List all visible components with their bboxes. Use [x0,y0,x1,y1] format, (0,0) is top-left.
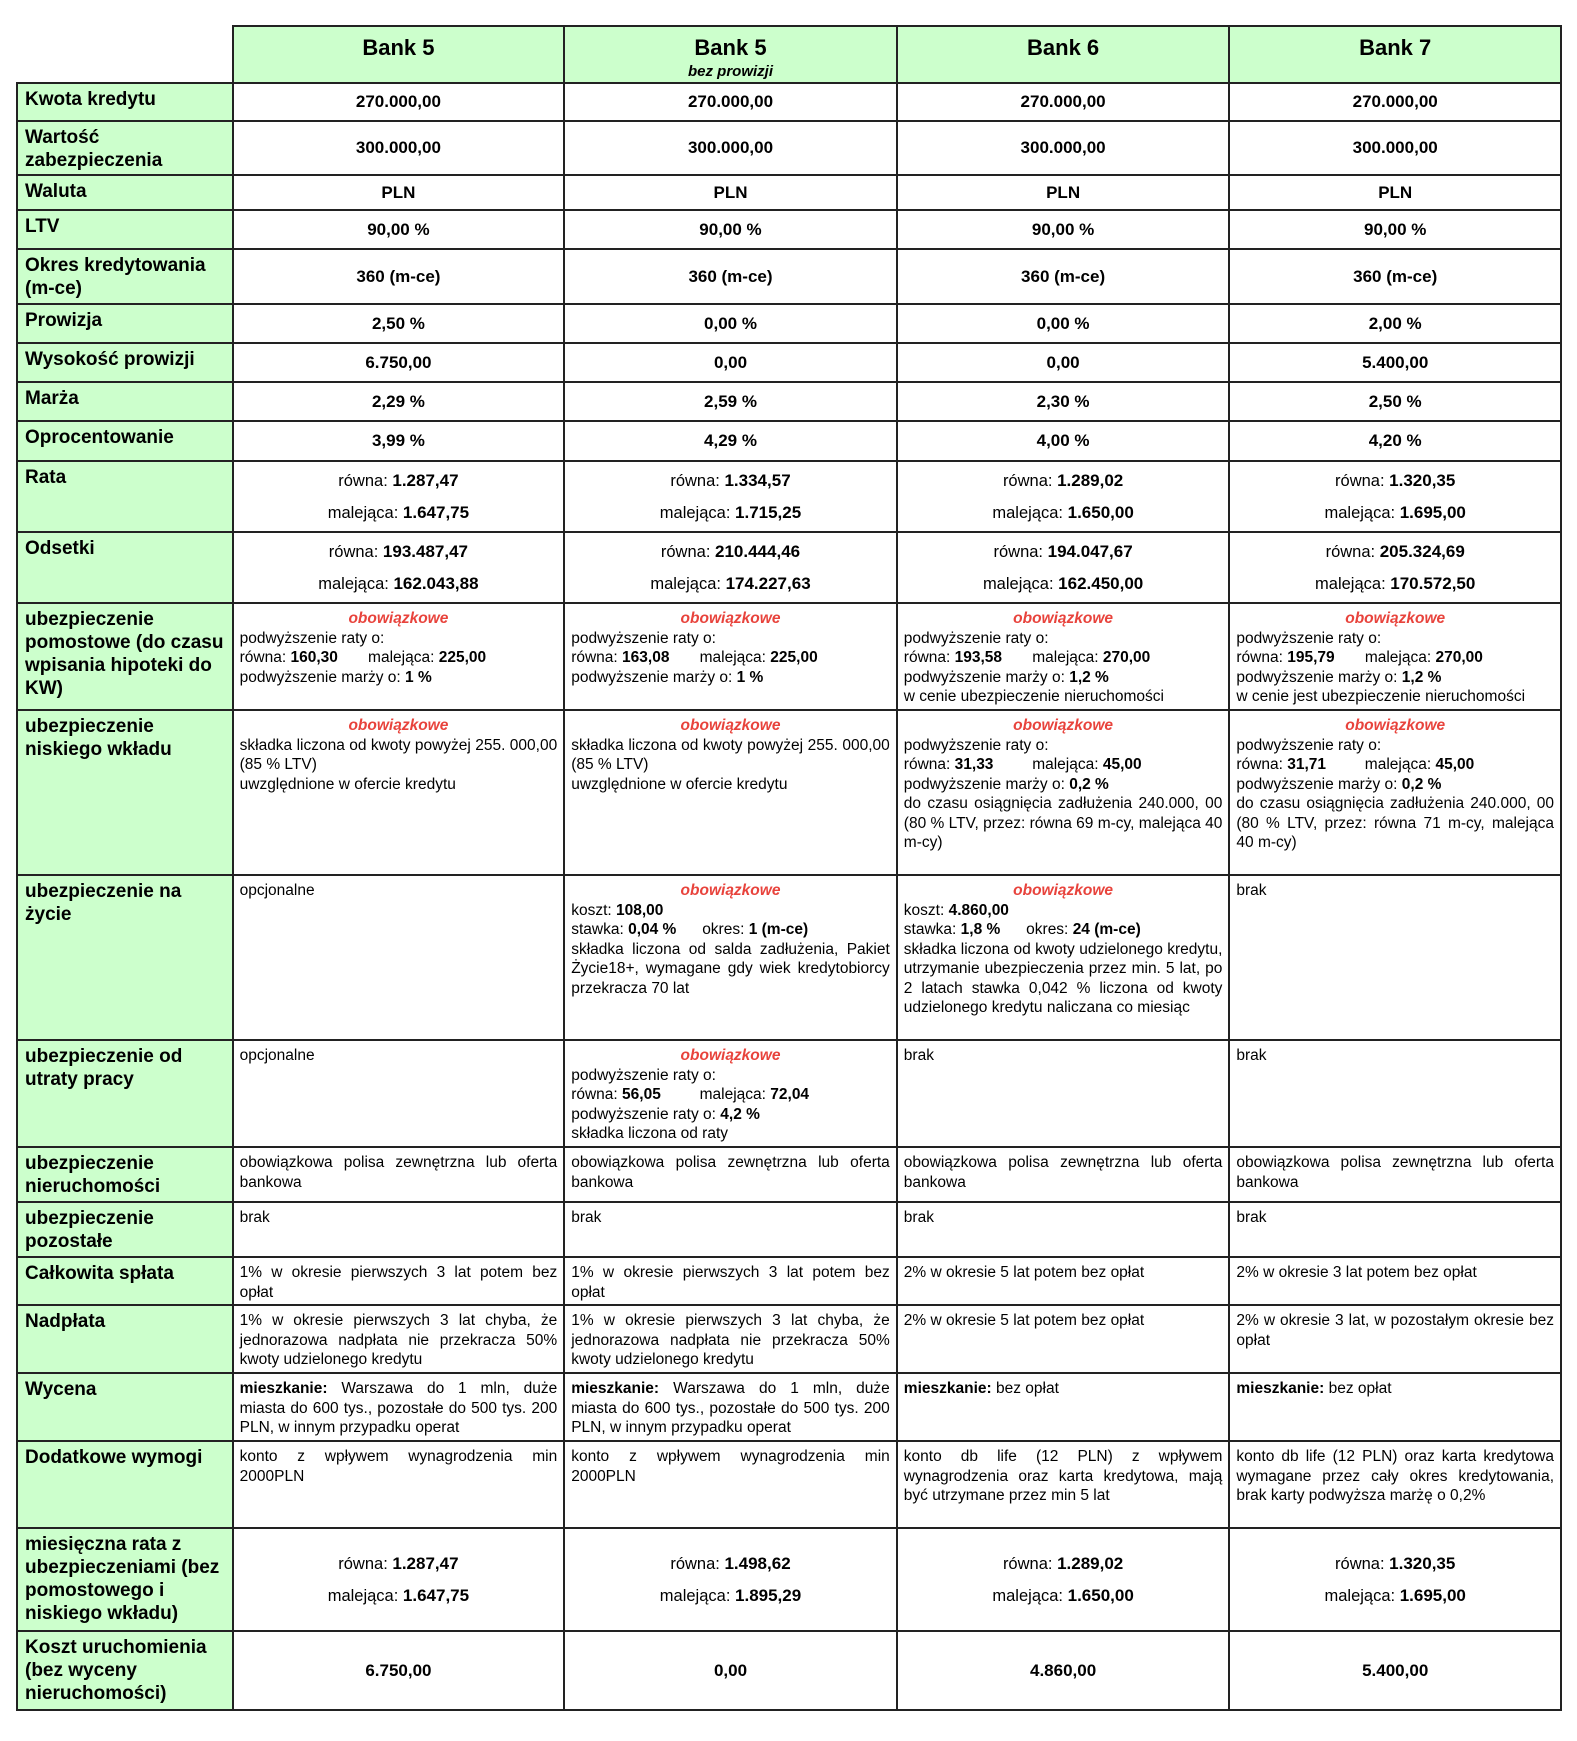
value-cell: 90,00 % [233,210,565,249]
row-wysokosc-prowizji [17,343,1561,382]
text-cell: brak [233,1202,565,1257]
mandatory-badge: obowiązkowe [1345,610,1446,627]
pomostowe-cell: obowiązkowe podwyższenie raty o: równa: 195,79 malejąca: 270,00 podwyższenie marży o: 1,2 % w cenie jest ubezpieczenie nieruchomości [1229,603,1561,710]
row-koszt-uruchomienia [17,1631,1561,1710]
miesieczna-cell: równa: 1.287,47 malejąca: 1.647,75 [233,1528,565,1631]
mandatory-badge: obowiązkowe [1013,610,1114,627]
niski-cell: obowiązkowe składka liczona od kwoty powyżej 255. 000,00 (85 % LTV) uwzględnione w ofercie kredytu [233,710,565,875]
rata-cell: równa: 1.320,35 malejąca: 1.695,00 [1229,461,1561,532]
value-cell: 2,30 % [897,382,1230,421]
rata-rowna: 1.287,47 [392,470,459,490]
row-utrata-pracy [17,1040,1561,1147]
row-label: Waluta [17,175,233,210]
bank-subtitle: bez prowizji [687,63,773,80]
row-label: ubezpieczenie od utraty pracy [17,1040,233,1147]
value-cell: 5.400,00 [1229,1631,1561,1710]
row-waluta [17,175,1561,210]
niski-cell: obowiązkowe podwyższenie raty o: równa: 31,33 malejąca: 45,00 podwyższenie marży o: 0,2 % do czasu osiągnięcia zadłużenia 240.000, 00 (80 % LTV, przez: równa 69 m-cy, malejąca 40 m-cy) [897,710,1230,875]
value-cell: 4.860,00 [897,1631,1230,1710]
text-cell: 1% w okresie pierwszych 3 lat potem bez opłat [564,1257,897,1305]
row-niski-wklad [17,710,1561,875]
mandatory-badge: obowiązkowe [348,717,449,734]
odsetki-malejaca: 174.227,63 [725,573,811,593]
value-cell: 360 (m-ce) [1229,249,1561,304]
row-label: Wycena [17,1373,233,1441]
value-cell: 0,00 [897,343,1230,382]
value-cell: 0,00 [564,343,897,382]
pomostowe-cell: obowiązkowe podwyższenie raty o: równa: 193,58 malejąca: 270,00 podwyższenie marży o: 1,2 % w cenie ubezpieczenie nieruchomości [897,603,1230,710]
value-cell: 2,29 % [233,382,565,421]
odsetki-malejaca: 162.043,88 [393,573,479,593]
zycie-cell: obowiązkowe koszt: 108,00 stawka: 0,04 % okres: 1 (m-ce) składka liczona od salda zadłużenia, Pakiet Życie18+, wymagane gdy wiek kredytobiorcy przekracza 70 lat [564,875,897,1040]
bank-name: Bank 5 [362,35,435,60]
rata-cell: równa: 1.287,47 malejąca: 1.647,75 [233,461,565,532]
odsetki-rowna: 210.444,46 [715,541,801,561]
text-cell: obowiązkowa polisa zewnętrzna lub oferta bankowa [564,1147,897,1202]
text-cell: 2% w okresie 3 lat, w pozostałym okresie bez opłat [1229,1305,1561,1373]
text-cell: 1% w okresie pierwszych 3 lat potem bez opłat [233,1257,565,1305]
bank-name: Bank 7 [1359,35,1432,60]
value-cell: 0,00 [564,1631,897,1710]
mandatory-badge: obowiązkowe [680,610,781,627]
row-dodatkowe-wymogi [17,1441,1561,1528]
value-cell: 5.400,00 [1229,343,1561,382]
row-label: Nadpłata [17,1305,233,1373]
row-odsetki [17,532,1561,603]
row-rata [17,461,1561,532]
text-cell: brak [564,1202,897,1257]
bank-name: Bank 6 [1027,35,1100,60]
value-cell: 4,29 % [564,421,897,461]
mandatory-badge: obowiązkowe [680,1047,781,1064]
value-cell: 90,00 % [1229,210,1561,249]
rata-malejaca: 1.715,25 [735,502,802,522]
value-cell: PLN [897,175,1230,210]
wycena-cell: mieszkanie: Warszawa do 1 mln, duże miasta do 600 tys., pozostałe do 500 tys. 200 PLN, w innym przypadku operat [233,1373,565,1441]
wycena-cell: mieszkanie: Warszawa do 1 mln, duże miasta do 600 tys., pozostałe do 500 tys. 200 PLN, w innym przypadku operat [564,1373,897,1441]
row-label: Całkowita spłata [17,1257,233,1305]
row-label: Rata [17,461,233,532]
value-cell: 90,00 % [897,210,1230,249]
pomostowe-cell: obowiązkowe podwyższenie raty o: równa: 160,30 malejąca: 225,00 podwyższenie marży o: 1 % [233,603,565,710]
miesieczna-cell: równa: 1.289,02 malejąca: 1.650,00 [897,1528,1230,1631]
value-cell: 360 (m-ce) [233,249,565,304]
miesieczna-cell: równa: 1.498,62 malejąca: 1.895,29 [564,1528,897,1631]
row-label: miesięczna rata z ubezpieczeniami (bez pomostowego i niskiego wkładu) [17,1528,233,1631]
text-cell: brak [897,1202,1230,1257]
text-cell: 2% w okresie 3 lat potem bez opłat [1229,1257,1561,1305]
niski-cell: obowiązkowe składka liczona od kwoty powyżej 255. 000,00 (85 % LTV) uwzględnione w ofercie kredytu [564,710,897,875]
rata-malejaca: 1.695,00 [1399,502,1466,522]
wycena-cell: mieszkanie: bez opłat [1229,1373,1561,1441]
praca-cell: obowiązkowe podwyższenie raty o: równa: 56,05 malejąca: 72,04 podwyższenie raty o: 4,2 % składka liczona od raty [564,1040,897,1147]
text-cell: konto z wpływem wynagrodzenia min 2000PLN [564,1441,897,1528]
value-cell: 2,50 % [233,304,565,343]
row-pozostale [17,1202,1561,1257]
zycie-cell: obowiązkowe koszt: 4.860,00 stawka: 1,8 % okres: 24 (m-ce) składka liczona od kwoty udzielonego kredytu, utrzymanie ubezpieczenia przez min. 5 lat, po 2 latach stawka 0,042 % liczona od kwoty udzielonego kredytu naliczana co miesiąc [897,875,1230,1040]
text-cell: obowiązkowa polisa zewnętrzna lub oferta bankowa [897,1147,1230,1202]
text-cell: konto z wpływem wynagrodzenia min 2000PLN [233,1441,565,1528]
row-nieruchomosci [17,1147,1561,1202]
row-pomostowe [17,603,1561,710]
bank-name: Bank 5 [694,35,767,60]
value-cell: 300.000,00 [564,121,897,175]
value-cell: 0,00 % [897,304,1230,343]
praca-cell: brak [897,1040,1230,1147]
value-cell: 270.000,00 [1229,83,1561,121]
wycena-cell: mieszkanie: bez opłat [897,1373,1230,1441]
text-cell: brak [1229,1202,1561,1257]
row-miesieczna-rata [17,1528,1561,1631]
row-oprocentowanie [17,421,1561,461]
mandatory-badge: obowiązkowe [1345,717,1446,734]
rata-cell: równa: 1.289,02 malejąca: 1.650,00 [897,461,1230,532]
mandatory-badge: obowiązkowe [680,882,781,899]
text-cell: 1% w okresie pierwszych 3 lat chyba, że jednorazowa nadpłata nie przekracza 50% kwoty udzielonego kredytu [233,1305,565,1373]
row-label: Wysokość prowizji [17,343,233,382]
value-cell: PLN [564,175,897,210]
value-cell: 360 (m-ce) [564,249,897,304]
value-cell: 270.000,00 [233,83,565,121]
praca-cell: brak [1229,1040,1561,1147]
value-cell: 2,59 % [564,382,897,421]
text-cell: obowiązkowa polisa zewnętrzna lub oferta bankowa [233,1147,565,1202]
odsetki-malejaca: 170.572,50 [1390,573,1476,593]
value-cell: 300.000,00 [1229,121,1561,175]
value-cell: 6.750,00 [233,1631,565,1710]
odsetki-cell: równa: 210.444,46 malejąca: 174.227,63 [564,532,897,603]
row-okres [17,249,1561,304]
zycie-cell: opcjonalne [233,875,565,1040]
row-ltv [17,210,1561,249]
odsetki-cell: równa: 194.047,67 malejąca: 162.450,00 [897,532,1230,603]
loan-comparison-table [16,25,1562,1711]
mandatory-badge: obowiązkowe [348,610,449,627]
rata-rowna: 1.320,35 [1389,470,1456,490]
zycie-cell: brak [1229,875,1561,1040]
row-label: Dodatkowe wymogi [17,1441,233,1528]
odsetki-cell: równa: 205.324,69 malejąca: 170.572,50 [1229,532,1561,603]
row-label: Odsetki [17,532,233,603]
odsetki-rowna: 194.047,67 [1047,541,1133,561]
row-label: ubezpieczenie na życie [17,875,233,1040]
row-wycena [17,1373,1561,1441]
row-kwota [17,83,1561,121]
value-cell: 2,00 % [1229,304,1561,343]
row-label: ubezpieczenie pomostowe (do czasu wpisania hipoteki do KW) [17,603,233,710]
text-cell: 2% w okresie 5 lat potem bez opłat [897,1257,1230,1305]
bank-header [897,26,1230,83]
row-label: Okres kredytowania (m-ce) [17,249,233,304]
pomostowe-cell: obowiązkowe podwyższenie raty o: równa: 163,08 malejąca: 225,00 podwyższenie marży o: 1 % [564,603,897,710]
mandatory-badge: obowiązkowe [1013,717,1114,734]
miesieczna-cell: równa: 1.320,35 malejąca: 1.695,00 [1229,1528,1561,1631]
row-label: Wartość zabezpieczenia [17,121,233,175]
odsetki-rowna: 205.324,69 [1379,541,1465,561]
praca-cell: opcjonalne [233,1040,565,1147]
row-label: Oprocentowanie [17,421,233,461]
value-cell: 4,00 % [897,421,1230,461]
value-cell: 270.000,00 [897,83,1230,121]
odsetki-rowna: 193.487,47 [382,541,469,561]
row-zycie [17,875,1561,1040]
value-cell: PLN [233,175,565,210]
value-cell: 300.000,00 [897,121,1230,175]
text-cell: 1% w okresie pierwszych 3 lat chyba, że jednorazowa nadpłata nie przekracza 50% kwoty udzielonego kredytu [564,1305,897,1373]
rata-rowna: 1.334,57 [724,470,791,490]
value-cell: 360 (m-ce) [897,249,1230,304]
value-cell: 2,50 % [1229,382,1561,421]
value-cell: 90,00 % [564,210,897,249]
row-label: Koszt uruchomienia (bez wyceny nieruchomości) [17,1631,233,1710]
row-label: Kwota kredytu [17,83,233,121]
text-cell: konto db life (12 PLN) oraz karta kredytowa wymagane przez cały okres kredytowania, brak karty podwyższa marżę o 0,2% [1229,1441,1561,1528]
odsetki-malejaca: 162.450,00 [1058,573,1144,593]
odsetki-cell: równa: 193.487,47 malejąca: 162.043,88 [233,532,565,603]
mandatory-badge: obowiązkowe [680,717,781,734]
rata-malejaca: 1.650,00 [1067,502,1134,522]
text-cell: 2% w okresie 5 lat potem bez opłat [897,1305,1230,1373]
row-label: Marża [17,382,233,421]
value-cell: 0,00 % [564,304,897,343]
mandatory-badge: obowiązkowe [1013,882,1114,899]
corner-cell [17,26,233,83]
bank-header [233,26,565,83]
row-wartosc [17,121,1561,175]
row-calkowita-splata [17,1257,1561,1305]
row-label: ubezpieczenie pozostałe [17,1202,233,1257]
niski-cell: obowiązkowe podwyższenie raty o: równa: 31,71 malejąca: 45,00 podwyższenie marży o: 0,2 % do czasu osiągnięcia zadłużenia 240.000, 00 (80 % LTV, przez: równa 71 m-cy, malejąca 40 m-cy) [1229,710,1561,875]
row-label: LTV [17,210,233,249]
value-cell: 6.750,00 [233,343,565,382]
value-cell: 270.000,00 [564,83,897,121]
value-cell: 4,20 % [1229,421,1561,461]
row-label: ubezpieczenie nieruchomości [17,1147,233,1202]
row-nadplata [17,1305,1561,1373]
text-cell: obowiązkowa polisa zewnętrzna lub oferta bankowa [1229,1147,1561,1202]
header-row [17,26,1561,83]
text-cell: konto db life (12 PLN) z wpływem wynagrodzenia oraz karta kredytowa, mają być utrzymane przez min 5 lat [897,1441,1230,1528]
bank-header [564,26,897,83]
rata-rowna: 1.289,02 [1057,470,1124,490]
rata-cell: równa: 1.334,57 malejąca: 1.715,25 [564,461,897,532]
rata-malejaca: 1.647,75 [402,502,470,522]
value-cell: 3,99 % [233,421,565,461]
bank-header [1229,26,1561,83]
value-cell: 300.000,00 [233,121,565,175]
row-label: Prowizja [17,304,233,343]
value-cell: PLN [1229,175,1561,210]
row-label: ubezpieczenie niskiego wkładu [17,710,233,875]
row-prowizja [17,304,1561,343]
row-marza [17,382,1561,421]
